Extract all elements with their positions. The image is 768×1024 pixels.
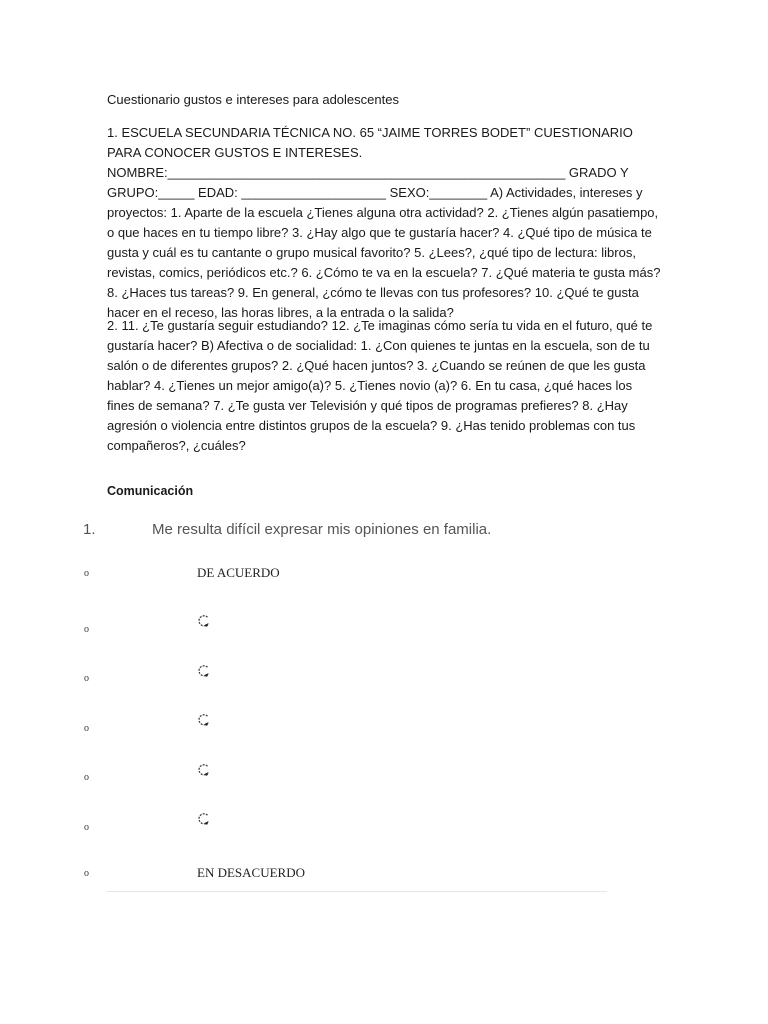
section-heading: Comunicación <box>107 484 194 498</box>
radio-option-2[interactable] <box>197 664 211 678</box>
divider <box>107 891 607 892</box>
radio-option-1[interactable] <box>197 614 211 628</box>
list-bullet: o <box>84 772 89 783</box>
list-bullet: o <box>84 624 89 635</box>
list-bullet: o <box>84 822 89 833</box>
radio-option-4[interactable] <box>197 763 211 777</box>
list-bullet: o <box>84 568 89 579</box>
list-bullet: o <box>84 723 89 734</box>
question-text: Me resulta difícil expresar mis opiniones en familia. <box>152 521 492 538</box>
paragraph-1: 1. ESCUELA SECUNDARIA TÉCNICA NO. 65 “JAIME TORRES BODET” CUESTIONARIO PARA CONOCER GUSTOS E INTERESES. NOMBRE:_______________________________________________________ GRADO Y GRUPO:_____ EDAD: ____________________ SEXO:________ A) Actividades, intereses y proyectos: 1. Aparte de la escuela ¿Tienes alguna otra actividad? 2. ¿Tienes algún pasatiempo, o que haces en tu tiempo libre? 3. ¿Hay algo que te gustaría hacer? 4. ¿Qué tipo de música te gusta y cuál es tu cantante o grupo musical favorito? 5. ¿Lees?, ¿qué tipo de lectura: libros, revistas, comics, periódicos etc.? 6. ¿Cómo te va en la escuela? 7. ¿Qué materia te gusta más? 8. ¿Haces tus tareas? 9. En general, ¿cómo te llevas con tus profesores? 10. ¿Qué te gusta hacer en el receso, las horas libres, a la entrada o la salida? <box>107 125 661 320</box>
option-label-agree: DE ACUERDO <box>197 565 280 580</box>
document-title: Cuestionario gustos e intereses para adolescentes <box>107 92 399 107</box>
paragraph-2: 2. 11. ¿Te gustaría seguir estudiando? 12. ¿Te imaginas cómo sería tu vida en el futuro, qué te gustaría hacer? B) Afectiva o de socialidad: 1. ¿Con quienes te juntas en la escuela, son de tu salón o de diferentes grupos? 2. ¿Qué hacen juntos? 3. ¿Cuando se reúnen de que les gusta hablar? 4. ¿Tienes un mejor amigo(a)? 5. ¿Tienes novio (a)? 6. En tu casa, ¿qué haces los fines de semana? 7. ¿Te gusta ver Televisión y qué tipos de programas prefieres? 8. ¿Hay agresión o violencia entre distintos grupos de la escuela? 9. ¿Has tenido problemas con tus compañeros?, ¿cuáles? <box>107 318 653 453</box>
radio-option-5[interactable] <box>197 812 211 826</box>
list-bullet: o <box>84 868 89 879</box>
list-bullet: o <box>84 673 89 684</box>
radio-option-3[interactable] <box>197 713 211 727</box>
question-number: 1. <box>83 521 96 538</box>
option-label-disagree: EN DESACUERDO <box>197 865 305 880</box>
